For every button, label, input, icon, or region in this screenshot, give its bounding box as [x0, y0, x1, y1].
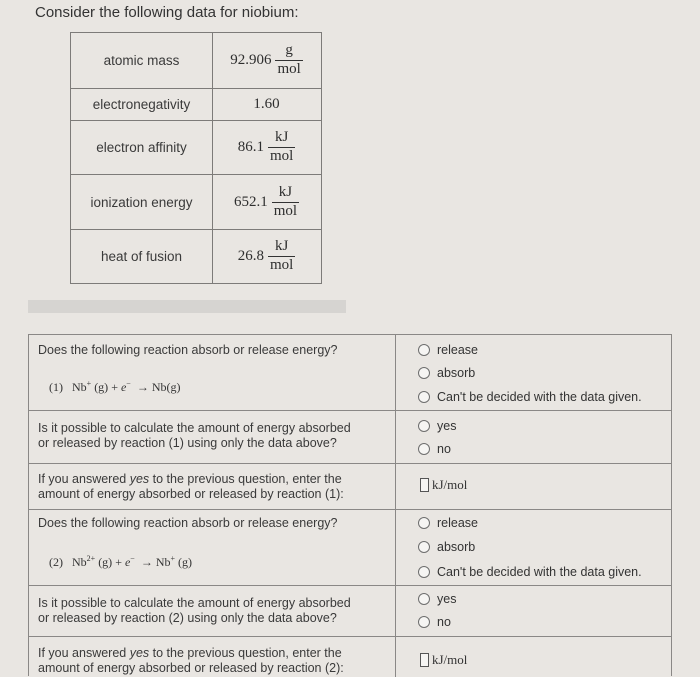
option-yes[interactable]	[418, 419, 456, 433]
option-label: yes	[437, 592, 457, 606]
option-no[interactable]	[418, 442, 451, 456]
answer-cell	[396, 464, 671, 509]
question-row-4	[29, 510, 671, 586]
reaction-equation-1	[49, 379, 180, 395]
niobium-data-table	[70, 32, 322, 284]
question-cell	[29, 464, 396, 509]
option-label: Can't be decided with the data given.	[437, 565, 642, 579]
option-label: absorb	[437, 540, 476, 554]
prompt-line-2: or released by reaction (1) using only the data above?	[38, 436, 337, 450]
radio-button[interactable]	[418, 566, 430, 578]
electron-charge: −	[130, 554, 135, 563]
answer-field[interactable]	[420, 478, 429, 492]
reactant-phase: (g)	[94, 380, 109, 394]
option-cant-decide[interactable]	[418, 565, 642, 579]
radio-button[interactable]	[418, 344, 430, 356]
electron-charge: −	[126, 379, 131, 388]
reactant-charge: 2+	[86, 554, 96, 563]
option-absorb[interactable]	[418, 366, 475, 380]
radio-button[interactable]	[418, 443, 430, 455]
prompt-line-1	[38, 646, 344, 661]
option-cant-decide[interactable]	[418, 390, 642, 404]
answer-cell	[396, 637, 671, 677]
equation-number: (2)	[49, 555, 63, 569]
unit-denominator: mol	[273, 202, 298, 219]
question-row-6	[29, 637, 671, 677]
question-cell	[29, 586, 396, 636]
unit-denominator: mol	[269, 148, 294, 164]
plus-sign: +	[115, 555, 122, 569]
unit-numerator: g	[285, 42, 293, 59]
value-number: 86.1	[237, 139, 264, 155]
prompt-line-1: Is it possible to calculate the amount of energy absorbed	[38, 596, 351, 610]
value-number: 1.60	[253, 96, 280, 112]
prompt-line-1	[38, 472, 344, 487]
prompt-emphasis: yes	[129, 646, 150, 660]
question-cell	[29, 411, 396, 463]
radio-button[interactable]	[418, 593, 430, 605]
answer-cell	[396, 510, 671, 585]
answer-unit: kJ/mol	[432, 652, 468, 667]
electron: e	[124, 555, 131, 569]
arrow-icon: →	[140, 555, 153, 569]
row-value	[212, 121, 321, 174]
question-prompt: Does the following reaction absorb or release energy?	[38, 516, 338, 530]
answer-unit: kJ/mol	[432, 477, 468, 492]
option-release[interactable]	[418, 343, 478, 357]
radio-button[interactable]	[418, 517, 430, 529]
row-label: heat of fusion	[71, 230, 213, 283]
row-label: electron affinity	[71, 121, 213, 174]
question-prompt	[38, 421, 351, 451]
table-row-atomic-mass	[71, 33, 321, 89]
answer-input-2[interactable]	[420, 652, 467, 668]
radio-button[interactable]	[418, 541, 430, 553]
question-prompt	[38, 646, 344, 676]
unit-fraction	[275, 43, 302, 78]
question-table	[28, 334, 672, 676]
unit-fraction	[268, 130, 295, 165]
unit-denominator: mol	[269, 257, 294, 273]
unit-fraction	[272, 185, 299, 220]
option-release[interactable]	[418, 516, 478, 530]
prompt-line-1: Is it possible to calculate the amount of energy absorbed	[38, 421, 351, 435]
radio-button[interactable]	[418, 367, 430, 379]
option-absorb[interactable]	[418, 540, 475, 554]
page-title: Consider the following data for niobium:	[35, 4, 299, 21]
row-value	[212, 89, 321, 120]
radio-button[interactable]	[418, 420, 430, 432]
prompt-text: If you answered	[38, 472, 130, 486]
question-row-5	[29, 586, 671, 637]
reactant-charge: +	[86, 379, 92, 388]
option-yes[interactable]	[418, 592, 456, 606]
answer-cell	[396, 411, 671, 463]
prompt-line-2: or released by reaction (2) using only the data above?	[38, 611, 337, 625]
prompt-text: If you answered	[38, 646, 130, 660]
equation-number: (1)	[49, 380, 63, 394]
prompt-text: to the previous question, enter the	[149, 646, 342, 660]
product-phase: (g)	[178, 555, 192, 569]
question-row-1	[29, 335, 671, 411]
option-label: absorb	[437, 366, 476, 380]
question-prompt	[38, 596, 351, 626]
row-label: ionization energy	[71, 175, 213, 229]
option-label: release	[437, 343, 478, 357]
value-number: 92.906	[230, 52, 272, 68]
divider-bar	[28, 300, 346, 313]
radio-button[interactable]	[418, 391, 430, 403]
prompt-emphasis: yes	[129, 472, 150, 486]
question-cell	[29, 637, 396, 677]
prompt-line-2: amount of energy absorbed or released by reaction (1):	[38, 487, 344, 501]
row-label: electronegativity	[71, 89, 213, 120]
answer-cell	[396, 586, 671, 636]
reactant: Nb	[72, 380, 87, 394]
product: Nb	[155, 555, 171, 569]
table-row-heat-of-fusion	[71, 230, 321, 283]
reactant: Nb	[72, 555, 87, 569]
arrow-icon: →	[136, 380, 149, 394]
product-charge: +	[170, 554, 175, 563]
answer-field[interactable]	[420, 653, 429, 667]
table-row-electronegativity	[71, 89, 321, 121]
value-number: 26.8	[237, 248, 264, 264]
unit-numerator: kJ	[274, 129, 289, 146]
unit-fraction	[268, 239, 295, 274]
row-label: atomic mass	[71, 33, 213, 88]
prompt-text: to the previous question, enter the	[149, 472, 342, 486]
option-label: yes	[437, 419, 457, 433]
unit-numerator: kJ	[274, 238, 289, 255]
reactant-phase: (g)	[98, 555, 113, 569]
question-cell	[29, 510, 396, 585]
option-no[interactable]	[418, 615, 451, 629]
table-row-electron-affinity	[71, 121, 321, 175]
product-phase: (g)	[166, 380, 181, 394]
radio-button[interactable]	[418, 616, 430, 628]
question-row-2	[29, 411, 671, 464]
electron: e	[120, 380, 127, 394]
product: Nb	[151, 380, 167, 394]
value-number: 652.1	[233, 193, 268, 210]
option-label: release	[437, 516, 478, 530]
question-prompt	[38, 472, 344, 502]
prompt-line-2: amount of energy absorbed or released by reaction (2):	[38, 661, 344, 675]
table-row-ionization-energy	[71, 175, 321, 230]
unit-numerator: kJ	[278, 183, 293, 200]
question-prompt: Does the following reaction absorb or release energy?	[38, 343, 338, 357]
row-value	[212, 175, 321, 229]
question-row-3	[29, 464, 671, 510]
unit-denominator: mol	[277, 61, 301, 77]
option-label: Can't be decided with the data given.	[437, 390, 642, 404]
row-value	[212, 230, 321, 283]
answer-input-1[interactable]	[420, 477, 467, 493]
option-label: no	[437, 615, 451, 629]
option-label: no	[437, 442, 451, 456]
reaction-equation-2	[49, 554, 192, 570]
answer-cell	[396, 335, 671, 410]
question-cell	[29, 335, 396, 410]
row-value	[212, 33, 321, 88]
plus-sign: +	[111, 380, 118, 394]
